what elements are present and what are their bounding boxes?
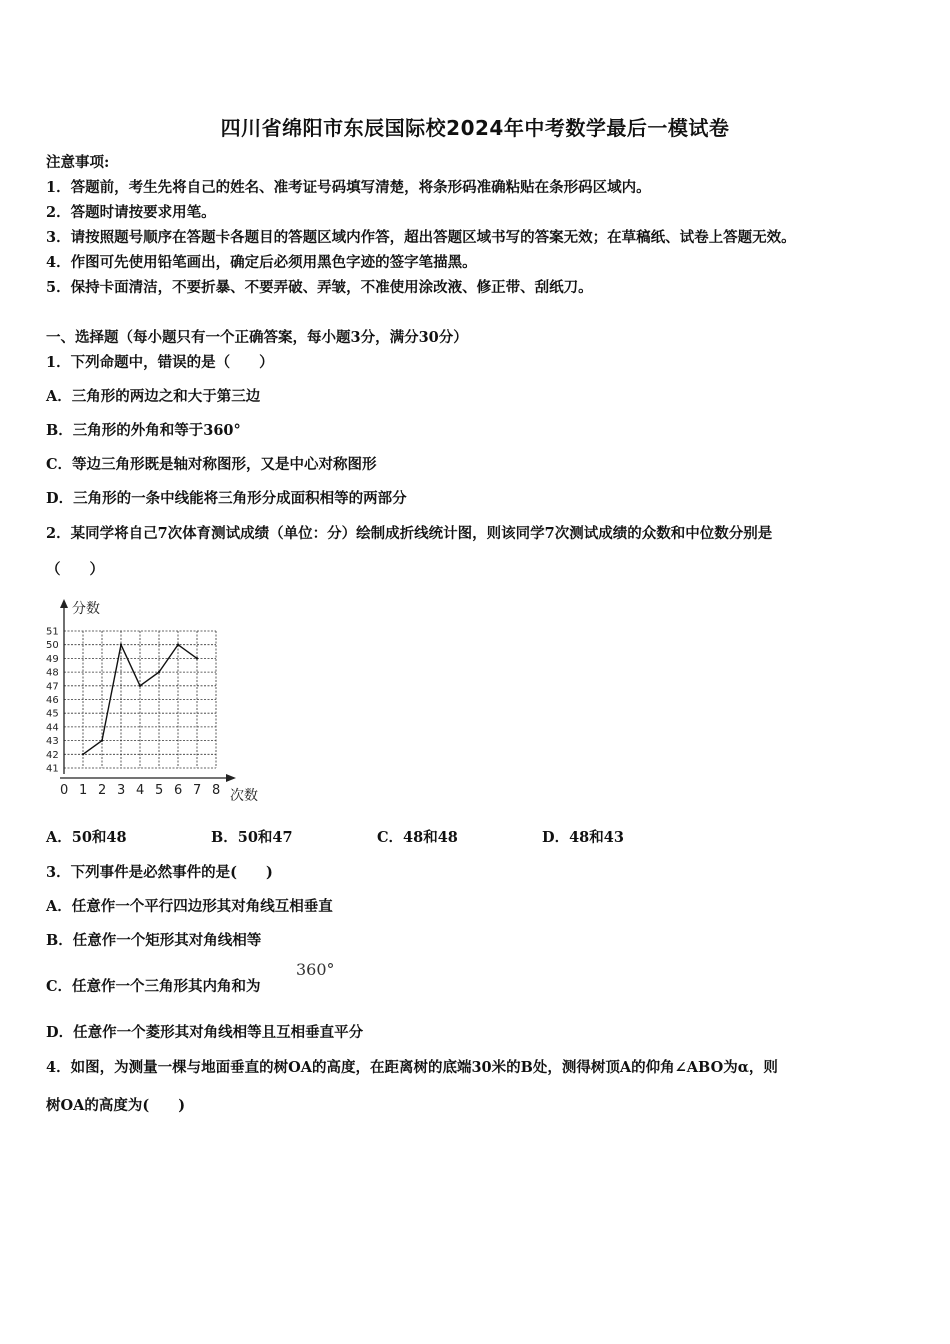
q3-degree-formula: 360° — [296, 960, 335, 979]
y-tick-label: 41 — [46, 763, 59, 775]
y-tick-label: 45 — [46, 708, 59, 720]
x-tick-label: 4 — [136, 783, 145, 798]
data-point — [158, 671, 160, 673]
q1-option-a: A．三角形的两边之和大于第三边 — [46, 388, 261, 405]
x-tick-label: 7 — [193, 783, 202, 798]
data-point — [196, 657, 198, 659]
q2-option-c: C．48和48 — [377, 829, 458, 846]
y-axis-label: 分数 — [72, 601, 100, 617]
x-tick-label: 1 — [79, 783, 88, 798]
data-point — [120, 644, 122, 646]
y-tick-label: 49 — [46, 653, 59, 665]
q3-option-b: B．任意作一个矩形其对角线相等 — [46, 932, 262, 949]
q3-stem: 3．下列事件是必然事件的是( ) — [46, 864, 273, 881]
q2-blank: （ ） — [46, 561, 104, 578]
notice-item-5: 5．保持卡面清洁，不要折暴、不要弄破、弄皱，不准使用涂改液、修正带、刮纸刀。 — [46, 279, 593, 296]
q2-option-d: D．48和43 — [542, 829, 624, 846]
y-tick-label: 44 — [46, 722, 59, 734]
data-point — [139, 685, 141, 687]
notice-heading: 注意事项: — [46, 154, 110, 171]
q4-stem-continued: 树OA的高度为( ) — [46, 1097, 186, 1114]
q4-stem: 4．如图，为测量一棵与地面垂直的树OA的高度，在距离树的底端30米的B处，测得树顶A的仰角∠ABO为α，则 — [46, 1059, 778, 1076]
x-axis-arrow — [226, 774, 236, 782]
section-heading: 一、选择题（每小题只有一个正确答案，每小题3分，满分30分） — [46, 329, 468, 346]
notice-item-2: 2．答题时请按要求用笔。 — [46, 204, 216, 221]
data-point — [101, 739, 103, 741]
x-tick-label: 3 — [117, 783, 126, 798]
x-tick-label: 2 — [98, 783, 107, 798]
x-tick-label: 5 — [155, 783, 164, 798]
notice-item-3: 3．请按照题号顺序在答题卡各题目的答题区域内作答，超出答题区域书写的答案无效；在草稿纸、试卷上答题无效。 — [46, 229, 796, 246]
y-axis-arrow — [60, 599, 68, 608]
y-tick-label: 43 — [46, 736, 59, 748]
y-tick-label: 42 — [46, 749, 59, 761]
q2-stem: 2．某同学将自己7次体育测试成绩（单位：分）绘制成折线统计图，则该同学7次测试成绩的众数和中位数分别是 — [46, 525, 773, 542]
x-tick-label: 0 — [60, 783, 69, 798]
q3-option-c: C．任意作一个三角形其内角和为 — [46, 978, 261, 995]
q2-option-a: A．50和48 — [46, 829, 127, 846]
q1-option-d: D．三角形的一条中线能将三角形分成面积相等的两部分 — [46, 490, 407, 507]
notice-item-1: 1．答题前，考生先将自己的姓名、准考证号码填写清楚，将条形码准确粘贴在条形码区域内。 — [46, 179, 651, 196]
page-title: 四川省绵阳市东辰国际校2024年中考数学最后一模试卷 — [220, 116, 730, 140]
q3-option-a: A．任意作一个平行四边形其对角线互相垂直 — [46, 898, 333, 915]
y-tick-label: 48 — [46, 667, 59, 679]
q1-option-b: B．三角形的外角和等于360° — [46, 422, 241, 439]
q1-option-c: C．等边三角形既是轴对称图形，又是中心对称图形 — [46, 456, 377, 473]
q2-option-b: B．50和47 — [211, 829, 293, 846]
q3-option-d: D．任意作一个菱形其对角线相等且互相垂直平分 — [46, 1024, 364, 1041]
y-tick-label: 50 — [46, 640, 59, 652]
x-axis-label: 次数 — [230, 788, 258, 804]
y-tick-label: 51 — [46, 626, 59, 638]
data-point — [177, 644, 179, 646]
q1-stem: 1．下列命题中，错误的是（ ） — [46, 354, 274, 371]
y-tick-label: 47 — [46, 681, 59, 693]
y-tick-label: 46 — [46, 695, 59, 706]
x-tick-label: 6 — [174, 783, 183, 798]
x-tick-label: 8 — [212, 783, 221, 798]
notice-item-4: 4．作图可先使用铅笔画出，确定后必须用黑色字迹的签字笔描黑。 — [46, 254, 477, 271]
data-point — [82, 753, 84, 755]
line-chart — [44, 596, 266, 806]
